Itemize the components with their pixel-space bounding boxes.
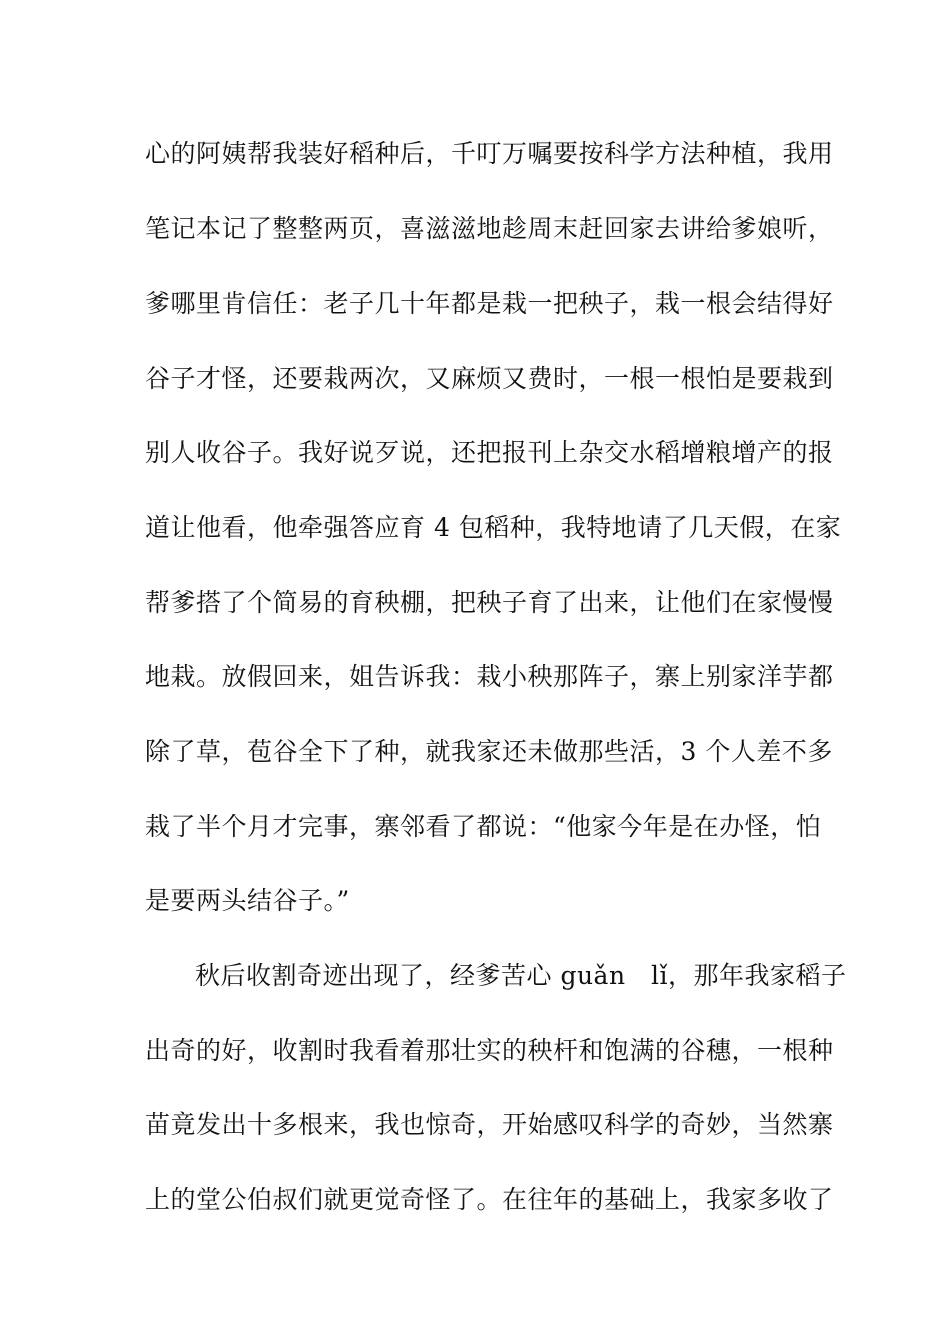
text-line: 是要两头结谷子。”: [145, 886, 350, 915]
text-line: 帮爹搭了个简易的育秧棚，把秧子育了出来，让他们在家慢慢: [145, 588, 834, 617]
text-line: 栽了半个月才完事，寨邻看了都说：“他家今年是在办怪，怕: [145, 812, 822, 841]
text-line: 笔记本记了整整两页，喜滋滋地趁周末赶回家去讲给爹娘听，: [145, 214, 834, 243]
text-line: 别人收谷子。我好说歹说，还把报刊上杂交水稻增粮增产的报: [145, 438, 834, 467]
text-line: 出奇的好，收割时我看着那壮实的秧杆和饱满的谷穗，一根种: [145, 1036, 834, 1065]
text-line: 道让他看，他牵强答应育 4 包稻种，我特地请了几天假，在家: [145, 513, 842, 542]
text-line: 谷子才怪，还要栽两次，又麻烦又费时，一根一根怕是要栽到: [145, 364, 834, 393]
text-line: 苗竟发出十多根来，我也惊奇，开始感叹科学的奇妙，当然寨: [145, 1110, 834, 1139]
text-line: 爹哪里肯信任：老子几十年都是栽一把秧子，栽一根会结得好: [145, 289, 834, 318]
text-line: 地栽。放假回来，姐告诉我：栽小秧那阵子，寨上别家洋芋都: [145, 662, 834, 691]
text-line: 心的阿姨帮我装好稻种后，千叮万嘱要按科学方法种植，我用: [145, 139, 834, 168]
text-line: 除了草，苞谷全下了种，就我家还未做那些活，3 个人差不多: [145, 737, 833, 766]
text-line: 上的堂公伯叔们就更觉奇怪了。在往年的基础上，我家多收了: [145, 1185, 834, 1214]
paragraph-first-line: 秋后收割奇迹出现了，经爹苦心 guǎn lǐ，那年我家稻子: [195, 961, 847, 990]
